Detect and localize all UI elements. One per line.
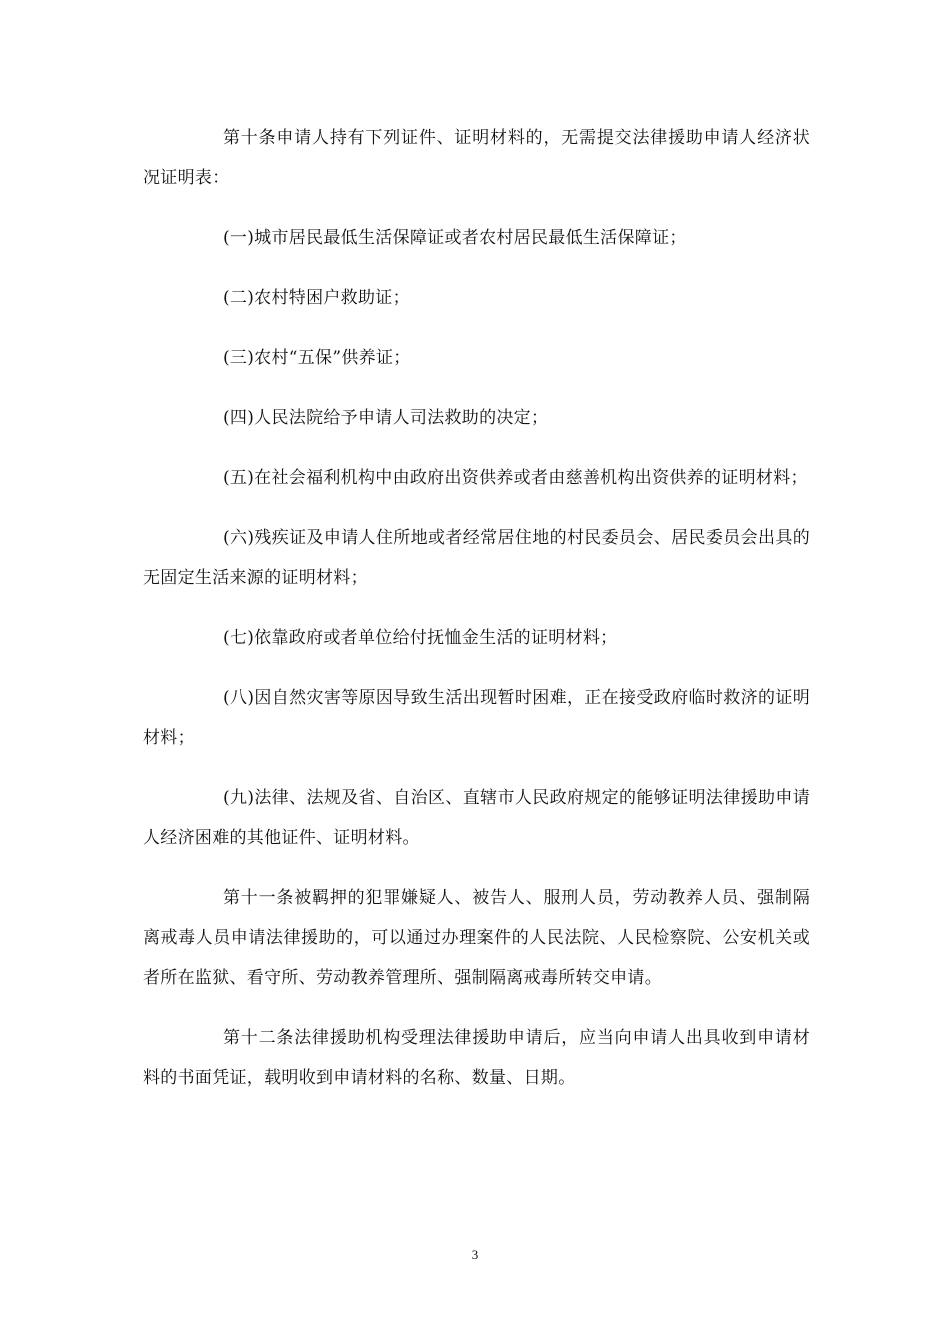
list-item-5: (五)在社会福利机构中由政府出资供养或者由慈善机构出资供养的证明材料；	[223, 468, 808, 488]
list-item-2: (二)农村特困户救助证；	[223, 288, 410, 308]
list-item-8: (八)因自然灾害等原因导致生活出现暂时困难，正在接受政府临时救济的证明材料；	[143, 688, 810, 748]
page-number: 3	[471, 1247, 479, 1262]
paragraph-article-10: 第十条申请人持有下列证件、证明材料的，无需提交法律援助申请人经济状况证明表：	[143, 128, 810, 188]
list-item-6: (六)残疾证及申请人住所地或者经常居住地的村民委员会、居民委员会出具的无固定生活来源的证明材料；	[143, 528, 810, 588]
document-body	[143, 118, 810, 1118]
list-item-7: (七)依靠政府或者单位给付抚恤金生活的证明材料；	[223, 628, 618, 648]
list-item-3: (三)农村“五保”供养证；	[223, 348, 411, 368]
list-item-1: (一)城市居民最低生活保障证或者农村居民最低生活保障证；	[223, 228, 687, 248]
list-item-9: (九)法律、法规及省、自治区、直辖市人民政府规定的能够证明法律援助申请人经济困难的其他证件、证明材料。	[143, 788, 810, 848]
paragraph-article-12: 第十二条法律援助机构受理法律援助申请后，应当向申请人出具收到申请材料的书面凭证，载明收到申请材料的名称、数量、日期。	[143, 1028, 810, 1088]
list-item-4: (四)人民法院给予申请人司法救助的决定；	[223, 408, 549, 428]
paragraph-article-11: 第十一条被羁押的犯罪嫌疑人、被告人、服刑人员，劳动教养人员、强制隔离戒毒人员申请法律援助的，可以通过办理案件的人民法院、人民检察院、公安机关或者所在监狱、看守所、劳动教养管理所、强制隔离戒毒所转交申请。	[143, 888, 810, 988]
